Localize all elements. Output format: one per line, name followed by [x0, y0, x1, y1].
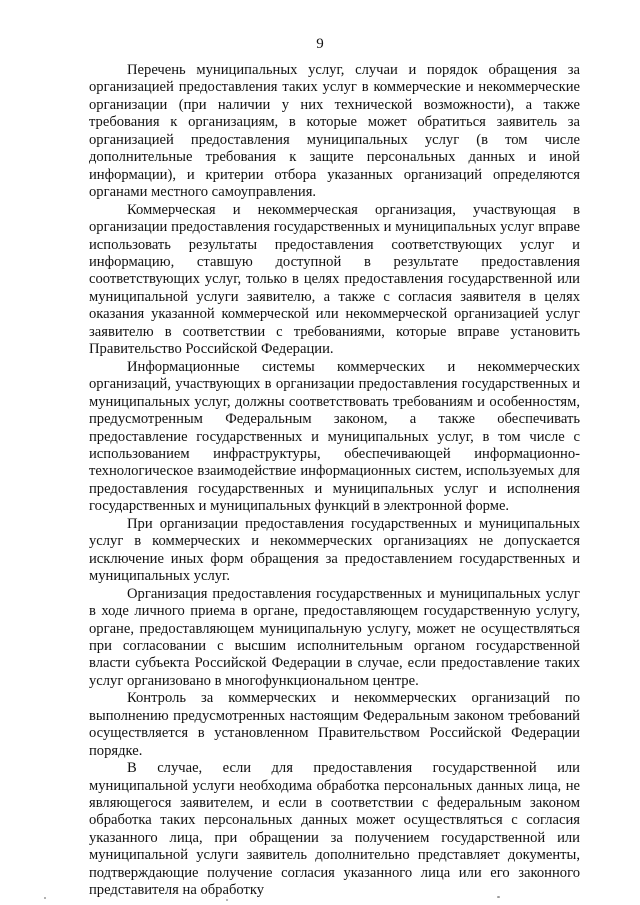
- paragraph-1: Перечень муниципальных услуг, случаи и порядок обращения за организацией предоставления таких услуг в коммерческие и некоммерческие организации (при наличии у них технической возможности), а также требования к организациям, в которые может обратиться заявитель за организацией предоставления муниципальных услуг (в том числе дополнительные требования к защите персональных данных и иной информации), и критерии отбора указанных организаций определяются органами местного самоуправления.: [89, 62, 580, 201]
- paragraph-6: Контроль за коммерческих и некоммерческих организаций по выполнению предусмотренных настоящим Федеральным законом требований осуществляется в установленном Правительством Российской Федерации порядке.: [89, 690, 580, 759]
- paragraph-3: Информационные системы коммерческих и некоммерческих организаций, участвующих в организации предоставления государственных и муниципальных услуг, должны соответствовать требованиям и особенностям, предусмотренным Федеральным законом, а также обеспечивать предоставление государственных и муниципальных услуг, в том числе с использованием инфраструктуры, обеспечивающей информационно-технологическое взаимодействие информационных систем, используемых для предоставления государственных и муниципальных услуг и исполнения государственных и муниципальных функций в электронной форме.: [89, 358, 580, 515]
- page-number: 9: [316, 36, 324, 52]
- scan-speck: [226, 899, 228, 901]
- document-body: [89, 62, 580, 900]
- scan-speck: [44, 897, 46, 899]
- paragraph-5: Организация предоставления государственных и муниципальных услуг в ходе личного приема в органе, предоставляющем государственную услугу, органе, предоставляющем муниципальную услугу, может не осуществляться при согласовании с высшим исполнительным органом государственной власти субъекта Российской Федерации в случае, если предоставление таких услуг организовано в многофункциональном центре.: [89, 585, 580, 689]
- scan-speck: [497, 896, 500, 898]
- paragraph-2: Коммерческая и некоммерческая организация, участвующая в организации предоставления государственных и муниципальных услуг вправе использовать результаты предоставления соответствующих услуг и информацию, ставшую доступной в результате предоставления соответствующих услуг, только в целях предоставления государственной или муниципальной услуги заявителю, а также с согласия заявителя в целях оказания указанной коммерческой или некоммерческой организацией услуг заявителю в соответствии с требованиями, которые вправе установить Правительство Российской Федерации.: [89, 201, 580, 358]
- paragraph-7: В случае, если для предоставления государственной или муниципальной услуги необходима обработка персональных данных лица, не являющегося заявителем, и если в соответствии с федеральным законом обработка таких персональных данных может осуществляться с согласия указанного лица, при обращении за получением государственной или муниципальной услуги заявитель дополнительно представляет документы, подтверждающие получение согласия указанного лица или его законного представителя на обработку: [89, 760, 580, 899]
- paragraph-4: При организации предоставления государственных и муниципальных услуг в коммерческих и некоммерческих организациях не допускается исключение иных форм обращения за предоставлением государственных и муниципальных услуг.: [89, 515, 580, 585]
